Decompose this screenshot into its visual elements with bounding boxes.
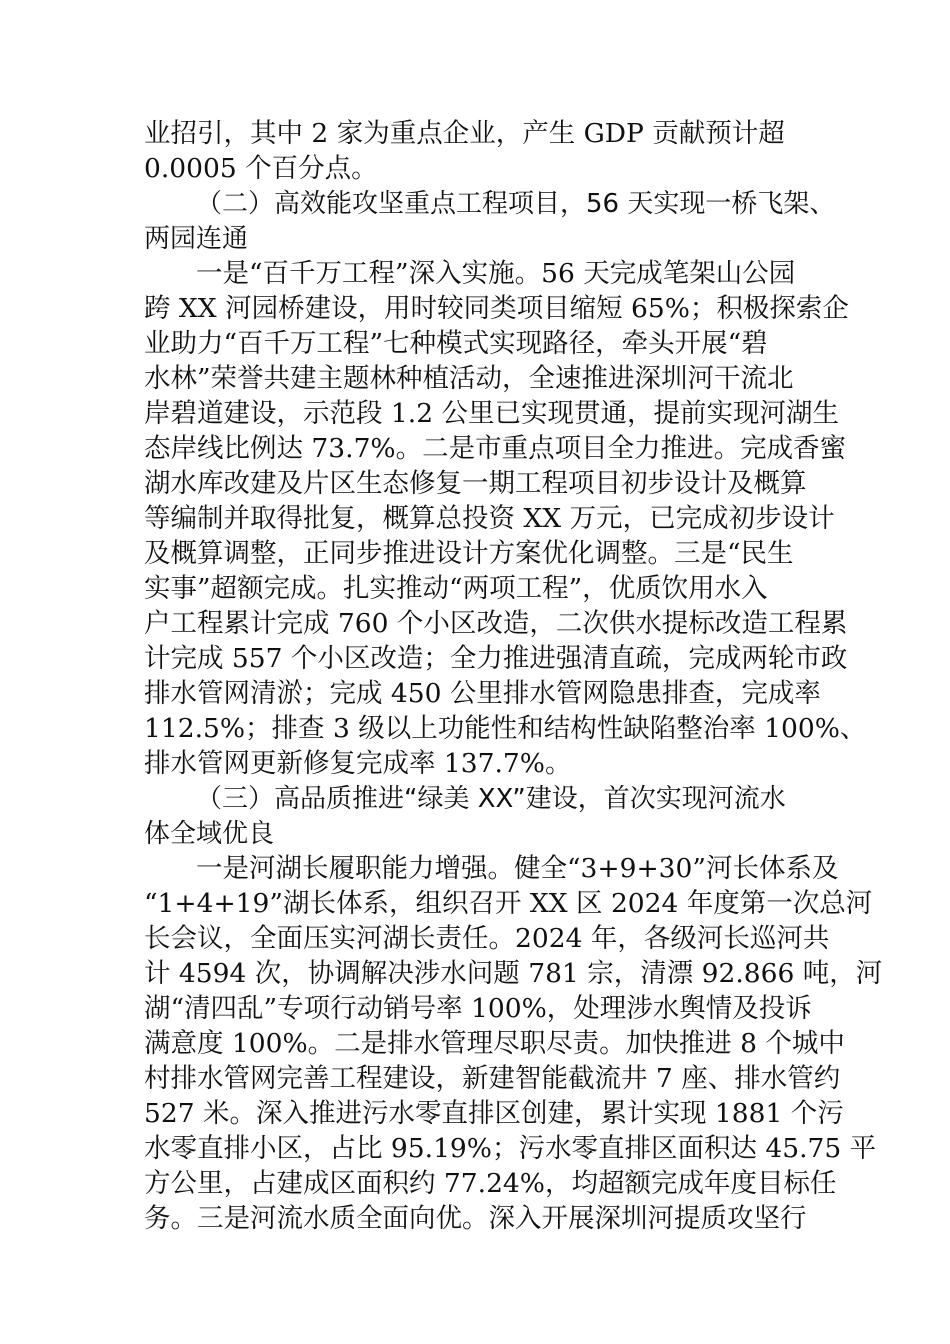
body-text-line: 方公里，占建成区面积约 77.24%，均超额完成年度目标任 bbox=[144, 1168, 837, 1199]
body-text-line: 湖水库改建及片区生态修复一期工程项目初步设计及概算 bbox=[144, 468, 807, 499]
body-text-line: 态岸线比例达 73.7%。二是市重点项目全力推进。完成香蜜 bbox=[144, 433, 847, 464]
body-text-line: 一是河湖长履职能力增强。健全“3+9+30”河长体系及 bbox=[196, 853, 839, 884]
body-text-line: 湖“清四乱”专项行动销号率 100%，处理涉水舆情及投诉 bbox=[144, 993, 812, 1024]
section-heading: （三）高品质推进“绿美 XX”建设，首次实现河流水 bbox=[196, 784, 786, 814]
body-text-line: 及概算调整，正同步推进设计方案优化调整。三是“民生 bbox=[144, 538, 794, 569]
body-text-line: 计 4594 次，协调解决涉水问题 781 宗，清漂 92.866 吨，河 bbox=[144, 958, 883, 989]
body-text-line: “1+4+19”湖长体系，组织召开 XX 区 2024 年度第一次总河 bbox=[144, 888, 873, 919]
body-text-line: 527 米。深入推进污水零直排区创建，累计实现 1881 个污 bbox=[144, 1098, 844, 1129]
body-text-line: 长会议，全面压实河湖长责任。2024 年，各级河长巡河共 bbox=[144, 923, 830, 954]
section-heading: （二）高效能攻坚重点工程项目，56 天实现一桥飞架、 bbox=[196, 189, 836, 219]
body-text-line: 实事”超额完成。扎实推动“两项工程”，优质饮用水入 bbox=[144, 573, 768, 604]
body-text-line: 等编制并取得批复，概算总投资 XX 万元，已完成初步设计 bbox=[144, 503, 835, 534]
body-text-line: 排水管网更新修复完成率 137.7%。 bbox=[144, 748, 572, 779]
body-text-line: 一是“百千万工程”深入实施。56 天完成笔架山公园 bbox=[196, 258, 796, 289]
body-text-line: 岸碧道建设，示范段 1.2 公里已实现贯通，提前实现河湖生 bbox=[144, 398, 839, 429]
body-text-line: 水林”荣誉共建主题林种植活动，全速推进深圳河干流北 bbox=[144, 363, 794, 394]
body-text-line: 0.0005 个百分点。 bbox=[144, 153, 378, 184]
body-text-line: 务。三是河流水质全面向优。深入开展深圳河提质攻坚行 bbox=[144, 1203, 807, 1234]
body-text-line: 跨 XX 河园桥建设，用时较同类项目缩短 65%；积极探索企 bbox=[144, 293, 849, 324]
body-text-line: 计完成 557 个小区改造；全力推进强清直疏，完成两轮市政 bbox=[144, 643, 848, 674]
body-text-line: 业助力“百千万工程”七种模式实现路径，牵头开展“碧 bbox=[144, 328, 768, 359]
body-text-line: 满意度 100%。二是排水管理尽职尽责。加快推进 8 个城中 bbox=[144, 1028, 845, 1059]
section-heading: 体全域优良 bbox=[144, 819, 275, 849]
body-text-line: 户工程累计完成 760 个小区改造，二次供水提标改造工程累 bbox=[144, 608, 848, 639]
section-heading: 两园连通 bbox=[144, 224, 249, 254]
body-text-line: 112.5%；排查 3 级以上功能性和结构性缺陷整治率 100%、 bbox=[144, 713, 867, 744]
body-text-line: 水零直排小区，占比 95.19%；污水零直排区面积达 45.75 平 bbox=[144, 1133, 877, 1164]
body-text-line: 村排水管网完善工程建设，新建智能截流井 7 座、排水管约 bbox=[144, 1063, 841, 1094]
body-text-line: 排水管网清淤；完成 450 公里排水管网隐患排查，完成率 bbox=[144, 678, 821, 709]
body-text-line: 业招引，其中 2 家为重点企业，产生 GDP 贡献预计超 bbox=[144, 118, 785, 149]
